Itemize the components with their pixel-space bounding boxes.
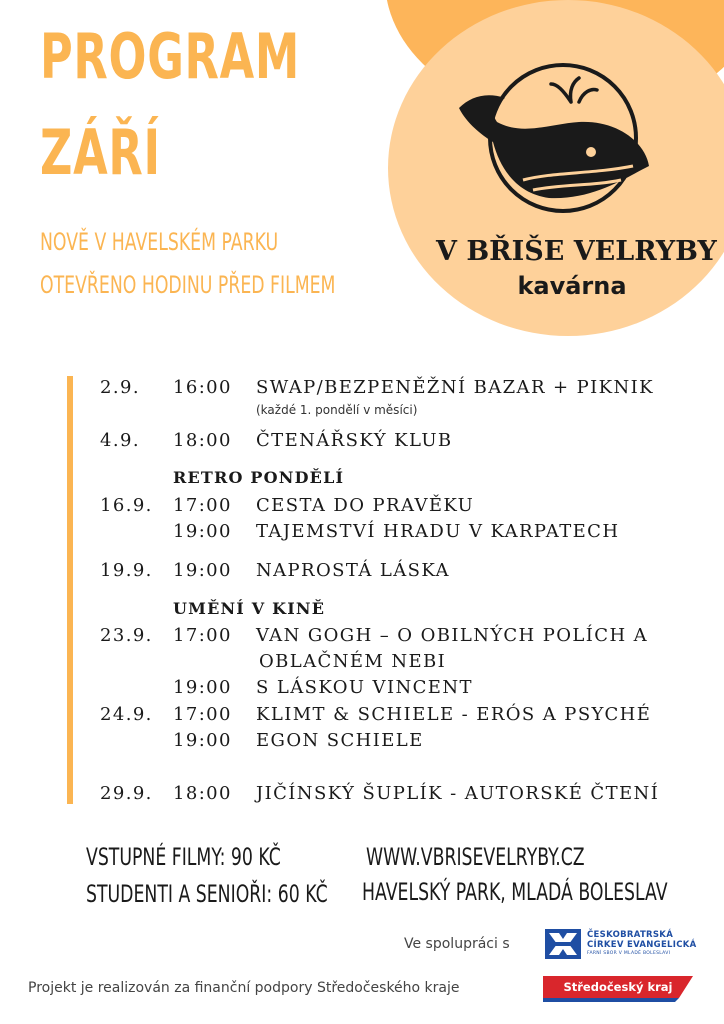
event-title: VAN GOGH – O OBILNÝCH POLÍCH A: [256, 625, 649, 646]
event-title: JIČÍNSKÝ ŠUPLÍK - AUTORSKÉ ČTENÍ: [256, 783, 660, 804]
subtitle-line1: NOVĚ V HAVELSKÉM PARKU: [40, 228, 279, 256]
event-title: NAPROSTÁ LÁSKA: [256, 560, 450, 581]
event-note: (každé 1. pondělí v měsíci): [256, 403, 418, 417]
event-time: 19:00: [173, 521, 232, 542]
partner-name-line3: FARNÍ SBOR V MLADÉ BOLESLAVI: [587, 951, 671, 956]
event-title: SWAP/BEZPENĚŽNÍ BAZAR + PIKNIK: [256, 377, 655, 398]
event-time: 19:00: [173, 560, 232, 581]
event-date: 24.9.: [100, 704, 153, 725]
event-date: 2.9.: [100, 377, 140, 398]
cooperation-label: Ve spolupráci s: [404, 936, 510, 952]
partner-name-line2: CÍRKEV EVANGELICKÁ: [587, 940, 697, 950]
partner-name-line1: ČESKOBRATRSKÁ: [587, 930, 674, 940]
page-title-line2: ZÁŘÍ: [40, 116, 161, 189]
website-link[interactable]: WWW.VBRISEVELRYBY.CZ: [366, 843, 585, 871]
event-time: 18:00: [173, 783, 232, 804]
event-time: 19:00: [173, 730, 232, 751]
event-title: ČTENÁŘSKÝ KLUB: [256, 430, 453, 451]
price-reduced: STUDENTI A SENIOŘI: 60 KČ: [86, 880, 328, 908]
page-title-line1: PROGRAM: [40, 20, 301, 93]
event-time: 17:00: [173, 704, 232, 725]
event-title: CESTA DO PRAVĚKU: [256, 495, 475, 516]
region-logo: [543, 976, 693, 1002]
event-date: 23.9.: [100, 625, 153, 646]
event-title: EGON SCHIELE: [256, 730, 424, 751]
event-date: 16.9.: [100, 495, 153, 516]
event-time: 17:00: [173, 495, 232, 516]
event-title: TAJEMSTVÍ HRADU V KARPATECH: [256, 521, 620, 542]
event-time: 18:00: [173, 430, 232, 451]
church-logo-icon: [545, 929, 581, 959]
price-films: VSTUPNÉ FILMY: 90 KČ: [86, 843, 281, 871]
event-date: 29.9.: [100, 783, 153, 804]
partner-logo: [545, 929, 710, 959]
whale-icon: [453, 62, 661, 222]
event-date: 19.9.: [100, 560, 153, 581]
section-heading-retro: RETRO PONDĚLÍ: [173, 468, 345, 487]
support-text: Projekt je realizován za finanční podpory Středočeského kraje: [28, 980, 460, 996]
event-title-continued: OBLAČNÉM NEBI: [259, 651, 447, 672]
event-time: 17:00: [173, 625, 232, 646]
event-date: 4.9.: [100, 430, 140, 451]
event-title: KLIMT & SCHIELE - ERÓS A PSYCHÉ: [256, 704, 652, 725]
region-logo-label: Středočeský kraj: [563, 980, 673, 994]
logo-subtitle: kavárna: [517, 272, 627, 300]
logo-name: V BŘIŠE VELRYBY: [436, 236, 717, 267]
address: HAVELSKÝ PARK, MLADÁ BOLESLAV: [362, 878, 668, 906]
section-heading-art: UMĚNÍ V KINĚ: [173, 599, 326, 618]
event-time: 19:00: [173, 677, 232, 698]
program-accent-bar: [67, 376, 73, 804]
subtitle-line2: OTEVŘENO HODINU PŘED FILMEM: [40, 271, 336, 299]
event-time: 16:00: [173, 377, 232, 398]
event-title: S LÁSKOU VINCENT: [256, 677, 473, 698]
